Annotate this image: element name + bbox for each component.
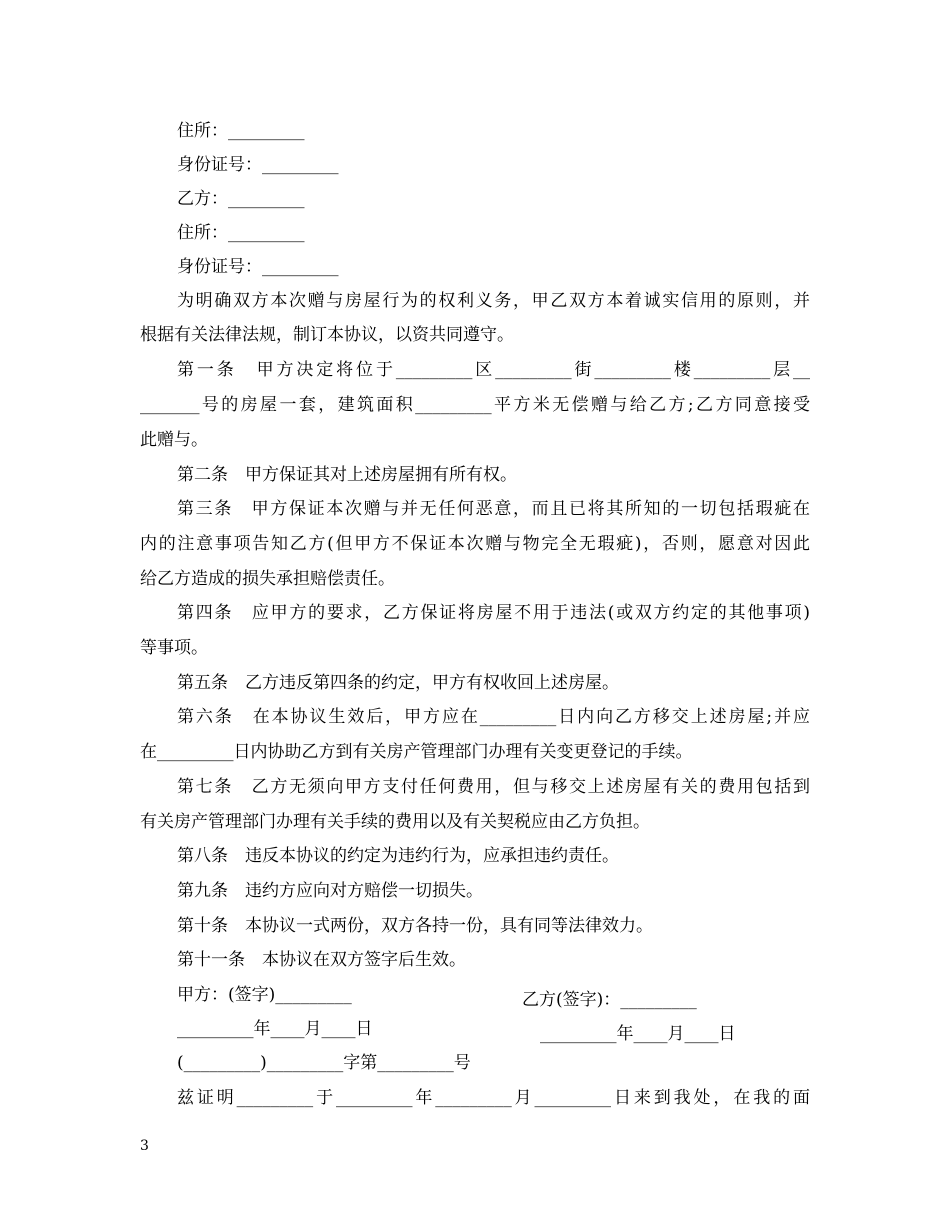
article-3-line-3: 给乙方造成的损失承担赔偿责任。 (140, 569, 395, 589)
party-a-id-number: 身份证号：_________ (177, 155, 339, 175)
preamble-line-2: 根据有关法律法规，制订本协议，以资共同遵守。 (140, 325, 514, 345)
party-a-signature: 甲方：(签字)_________ (177, 985, 352, 1005)
article-11: 第十一条 本协议在双方签字后生效。 (177, 950, 466, 970)
article-3-line-1: 第三条 甲方保证本次赠与并无任何恶意，而且已将其所知的一切包括瑕疵在 (177, 499, 810, 519)
article-5: 第五条 乙方违反第四条的约定，甲方有权收回上述房屋。 (177, 673, 619, 693)
article-6-line-1: 第六条 在本协议生效后，甲方应在_________日内向乙方移交上述房屋;并应 (177, 707, 810, 727)
party-b-address: 住所：_________ (177, 223, 305, 243)
article-7-line-1: 第七条 乙方无须向甲方支付任何费用，但与移交上述房屋有关的费用包括到 (177, 777, 810, 797)
article-4-line-1: 第四条 应甲方的要求，乙方保证将房屋不用于违法(或双方约定的其他事项) (177, 603, 810, 623)
notary-document-number: (_________)_________字第_________号 (177, 1053, 471, 1073)
article-9: 第九条 违约方应向对方赔偿一切损失。 (177, 881, 483, 901)
article-8: 第八条 违反本协议的约定为违约行为，应承担违约责任。 (177, 846, 619, 866)
article-3-line-2: 内的注意事项告知乙方(但甲方不保证本次赠与物完全无瑕疵)，否则，愿意对因此 (140, 534, 810, 554)
preamble-line-1: 为明确双方本次赠与房屋行为的权利义务，甲乙双方本着诚实信用的原则，并 (177, 291, 810, 311)
article-7-line-2: 有关房产管理部门办理有关手续的费用以及有关契税应由乙方负担。 (140, 812, 650, 832)
article-1-line-3: 此赠与。 (140, 430, 208, 450)
party-b-name: 乙方：_________ (177, 189, 305, 209)
party-a-date: _________年____月____日 (177, 1019, 373, 1039)
party-b-id-number: 身份证号：_________ (177, 257, 339, 277)
article-1-line-2: _______号的房屋一套，建筑面积_________平方米无偿赠与给乙方;乙方同意接受 (140, 395, 810, 415)
article-1-line-1: 第一条 甲方决定将位于_________区_________街_________楼_________层__ (177, 360, 810, 380)
article-2: 第二条 甲方保证其对上述房屋拥有所有权。 (177, 465, 517, 485)
notary-certification-line: 兹证明_________于_________年_________月_________日来到我处，在我的面 (177, 1088, 810, 1108)
party-a-address: 住所：_________ (177, 121, 305, 141)
party-b-signature: 乙方(签字)：_________ (522, 990, 697, 1010)
article-4-line-2: 等事项。 (140, 638, 208, 658)
party-b-date: _________年____月____日 (540, 1024, 736, 1044)
page-number: 3 (140, 1138, 149, 1154)
article-10: 第十条 本协议一式两份，双方各持一份，具有同等法律效力。 (177, 916, 653, 936)
article-6-line-2: 在_________日内协助乙方到有关房产管理部门办理有关变更登记的手续。 (140, 742, 693, 762)
